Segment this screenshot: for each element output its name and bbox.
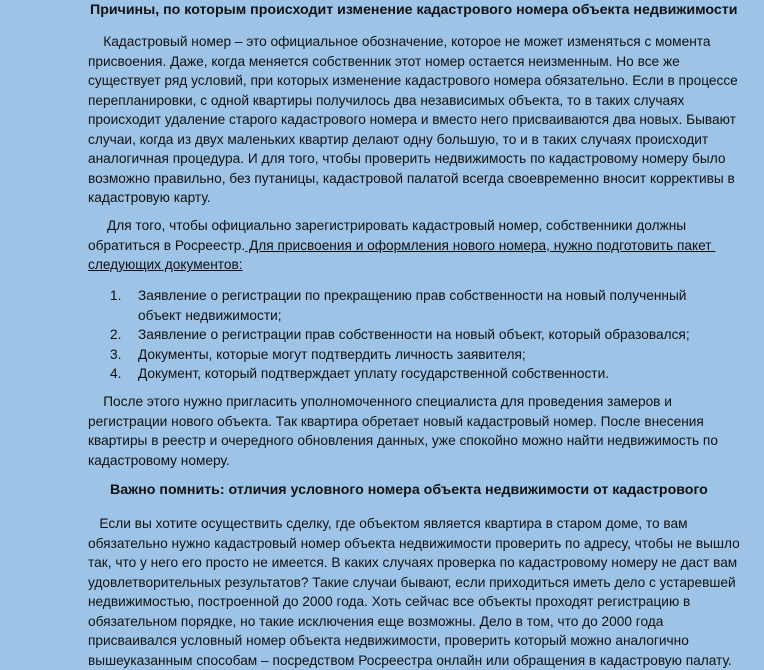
paragraph-text: Если вы хотите осуществить сделку, где объектом является квартира в старом доме, то вам обязательно нужно кадастровый номер объекта недвижимости проверить по адресу, чтобы не вышло так, что у него его просто не имеется. В каких случаях проверка по кадастровому номеру не даст вам удовлетворительных результатов? Такие случаи бывают, если приходиться иметь дело с устаревшей недвижимостью, построенной до 2000 года. Хоть сейчас все объекты проходят регистрацию в обязательном порядке, но такие исключения еще возможны. Дело в том, что до 2000 года присваивался условный номер объекта недвижимости, проверить который можно аналогично вышеуказанным способам – посредством Росреестра онлайн или обращения в кадастровую палату.	[88, 516, 744, 668]
list-number: 4.	[110, 366, 122, 381]
list-item	[110, 286, 730, 325]
list-item-text: Документ, который подтверждает уплату государственной собственности.	[138, 366, 610, 381]
underlined-text: Для присвоения и оформления нового номера, нужно подготовить пакет следующих документов:	[88, 237, 716, 272]
paragraph-text: Кадастровый номер – это официальное обозначение, которое не может изменяться с момента присвоения. Даже, когда меняется собственник этот номер остается неизменным. Но все же существует ряд условий, при которых изменение кадастрового номера обязательно. Если в процессе перепланировки, с одной квартиры получилось два независимых объекта, то в таких случаях происходит удаление старого кадастрового номера и вместо него присваиваются два новых. Бывают случаи, когда из двух маленьких квартир делают одну большую, то и в таких случаях происходит аналогичная процедура. И для того, чтобы проверить недвижимость по кадастровому номеру было возможно правильно, без путаницы, кадастровой палатой всегда своевременно вносит коррективы в кадастровую карту.	[88, 34, 742, 205]
list-item-text: Заявление о регистрации по прекращению прав собственности на новый полученный объект недвижимости;	[138, 288, 687, 323]
section-heading-important: Важно помнить: отличия условного номера объекта недвижимости от кадастрового	[110, 482, 708, 498]
paragraph-after-registration	[88, 392, 748, 470]
list-item-text: Документы, которые могут подтвердить личность заявителя;	[138, 346, 526, 362]
paragraph-text: После этого нужно пригласить уполномоченного специалиста для проведения замеров и регистрации нового объекта. Так квартира обретает новый кадастровый номер. После внесения квартиры в реестр и очередного обновления данных, уже спокойно можно найти недвижимость по кадастровому номеру.	[88, 394, 722, 468]
list-item-text: Заявление о регистрации прав собственности на новый объект, который образовался;	[138, 327, 690, 342]
list-number: 3.	[110, 346, 122, 362]
section-heading-reasons: Причины, по которым происходит изменение кадастрового номера объекта недвижимости	[90, 2, 738, 18]
list-item	[110, 345, 730, 365]
list-number: 1.	[110, 288, 122, 303]
list-item	[110, 325, 730, 345]
paragraph-cadastral-number	[88, 32, 748, 208]
list-item	[110, 364, 730, 384]
paragraph-old-house	[88, 514, 748, 670]
list-number: 2.	[110, 327, 122, 342]
paragraph-registration	[88, 216, 748, 275]
paragraph-text: Для того, чтобы официально зарегистрировать кадастровый номер, собственники должны обратиться в Росреестр.	[88, 218, 690, 253]
documents-list	[110, 286, 730, 384]
